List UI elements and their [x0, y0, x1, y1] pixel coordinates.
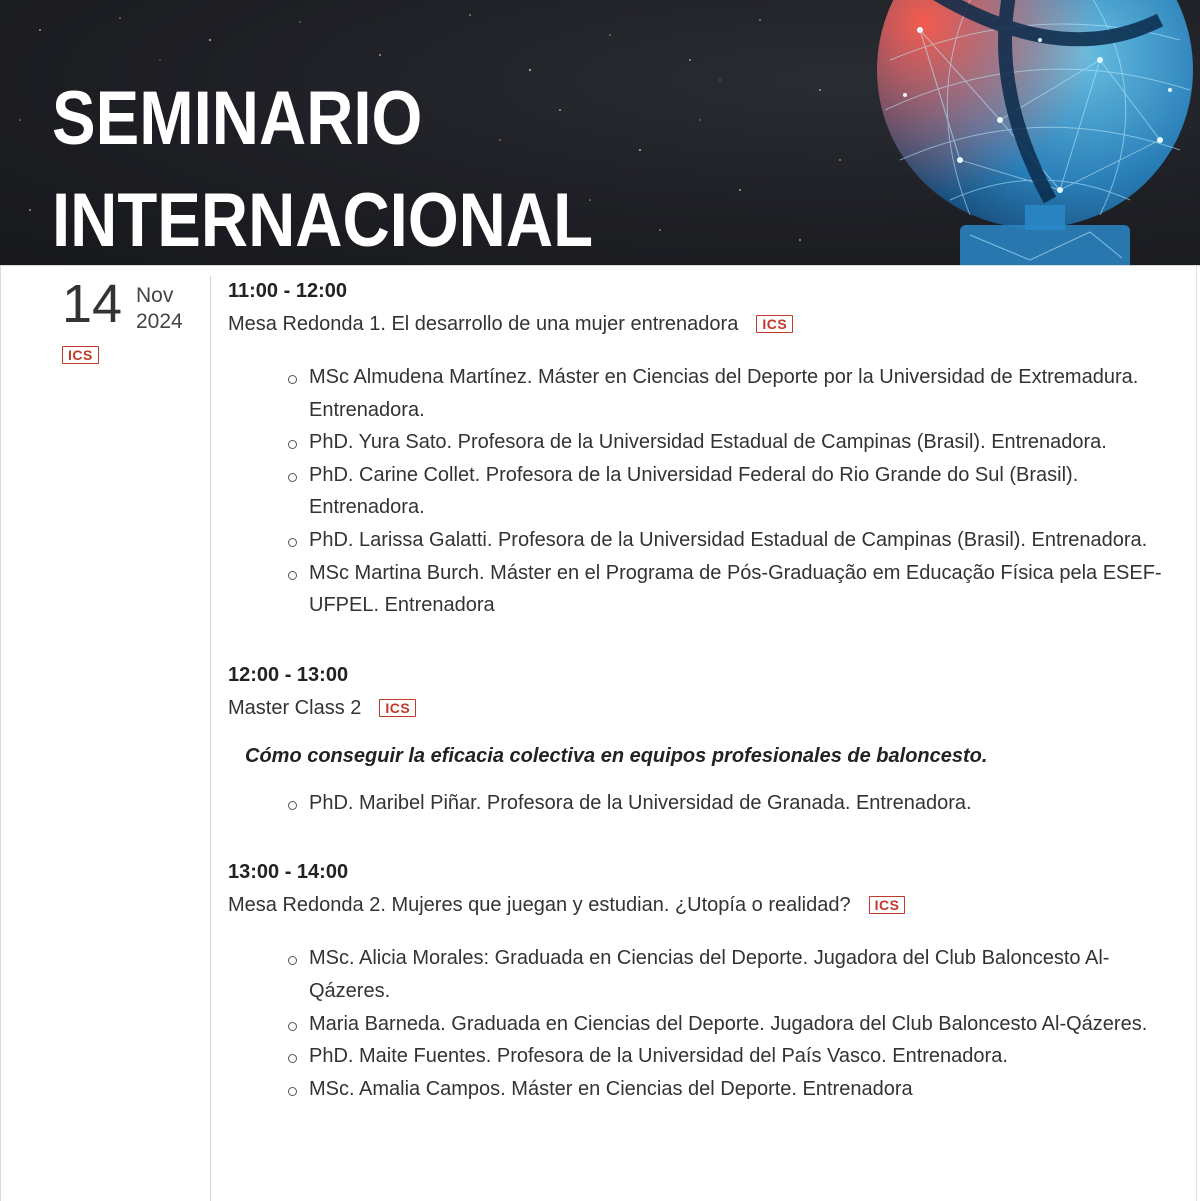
schedule-list [228, 278, 1168, 1105]
event-title-text: Mesa Redonda 1. El desarrollo de una mujer entrenadora [228, 313, 739, 335]
speaker-item [288, 1073, 1168, 1106]
speaker-text: MSc Martina Burch. Máster en el Programa de Pós-Graduação em Educação Física pela ESEF-UFPEL. Entrenadora [309, 561, 1162, 617]
speaker-item [288, 787, 1168, 820]
speaker-item [288, 942, 1168, 1007]
ics-download-button[interactable]: ICS [62, 346, 99, 364]
speaker-text: Maria Barneda. Graduada en Ciencias del Deporte. Jugadora del Club Baloncesto Al-Qázeres. [309, 1012, 1148, 1035]
speaker-text: PhD. Yura Sato. Profesora de la Universidad Estadual de Campinas (Brasil). Entrenadora. [309, 431, 1107, 454]
ics-download-button[interactable]: ICS [756, 315, 793, 333]
speaker-text: MSc. Amalia Campos. Máster en Ciencias del Deporte. Entrenadora [309, 1077, 913, 1100]
speaker-item [288, 459, 1168, 524]
event-item [228, 278, 1168, 622]
circle-bullet-icon [288, 1022, 297, 1031]
event-title-text: Mesa Redonda 2. Mujeres que juegan y estudian. ¿Utopía o realidad? [228, 894, 851, 917]
header-banner [0, 0, 1200, 265]
speaker-list [228, 361, 1168, 622]
date-year: 2024 [136, 310, 183, 333]
ics-download-button[interactable]: ICS [869, 896, 906, 914]
event-subtitle: Cómo conseguir la eficacia colectiva en equipos profesionales de baloncesto. [245, 744, 988, 767]
event-item [228, 662, 1168, 820]
event-title [228, 311, 1168, 337]
title-line-1: SEMINARIO [52, 76, 423, 161]
speaker-item [288, 361, 1168, 426]
panel-border-right [1196, 266, 1197, 1201]
speaker-list [228, 787, 1168, 820]
event-detail-panel [0, 265, 1200, 1201]
page-title [52, 68, 593, 265]
date-day: 14 [62, 274, 123, 334]
circle-bullet-icon [288, 375, 297, 384]
date-month: Nov [136, 284, 174, 307]
event-title [228, 892, 1168, 918]
circle-bullet-icon [288, 440, 297, 449]
circle-bullet-icon [288, 538, 297, 547]
speaker-text: PhD. Carine Collet. Profesora de la Universidad Federal do Rio Grande do Sul (Brasil). Entrenadora. [309, 463, 1079, 519]
circle-bullet-icon [288, 956, 297, 965]
ics-download-button[interactable]: ICS [379, 699, 416, 717]
circle-bullet-icon [288, 1087, 297, 1096]
circle-bullet-icon [288, 571, 297, 580]
speaker-item [288, 426, 1168, 459]
panel-border-left [0, 266, 1, 1201]
event-time: 13:00 - 14:00 [228, 861, 349, 884]
event-time: 11:00 - 12:00 [228, 280, 347, 302]
network-globe-icon [860, 0, 1200, 265]
event-time: 12:00 - 13:00 [228, 663, 349, 686]
speaker-list [228, 942, 1168, 1105]
speaker-text: MSc. Alicia Morales: Graduada en Ciencias del Deporte. Jugadora del Club Baloncesto Al-Qázeres. [309, 947, 1110, 1002]
speaker-item [288, 557, 1168, 622]
circle-bullet-icon [288, 1054, 297, 1063]
speaker-text: PhD. Maribel Piñar. Profesora de la Universidad de Granada. Entrenadora. [309, 791, 972, 814]
event-item [228, 859, 1168, 1105]
speaker-item [288, 1008, 1168, 1041]
title-line-2: INTERNACIONAL [52, 178, 594, 263]
speaker-item [288, 524, 1168, 557]
speaker-text: PhD. Maite Fuentes. Profesora de la Universidad del País Vasco. Entrenadora. [309, 1045, 1008, 1068]
speaker-text: MSc Almudena Martínez. Máster en Ciencias del Deporte por la Universidad de Extremadura. Entrenadora. [309, 366, 1139, 421]
event-title [228, 695, 1168, 721]
speaker-item [288, 1040, 1168, 1073]
column-divider [210, 276, 211, 1201]
circle-bullet-icon [288, 473, 297, 482]
speaker-text: PhD. Larissa Galatti. Profesora de la Universidad Estadual de Campinas (Brasil). Entrenadora. [309, 528, 1148, 551]
circle-bullet-icon [288, 801, 297, 810]
event-title-text: Master Class 2 [228, 696, 362, 719]
